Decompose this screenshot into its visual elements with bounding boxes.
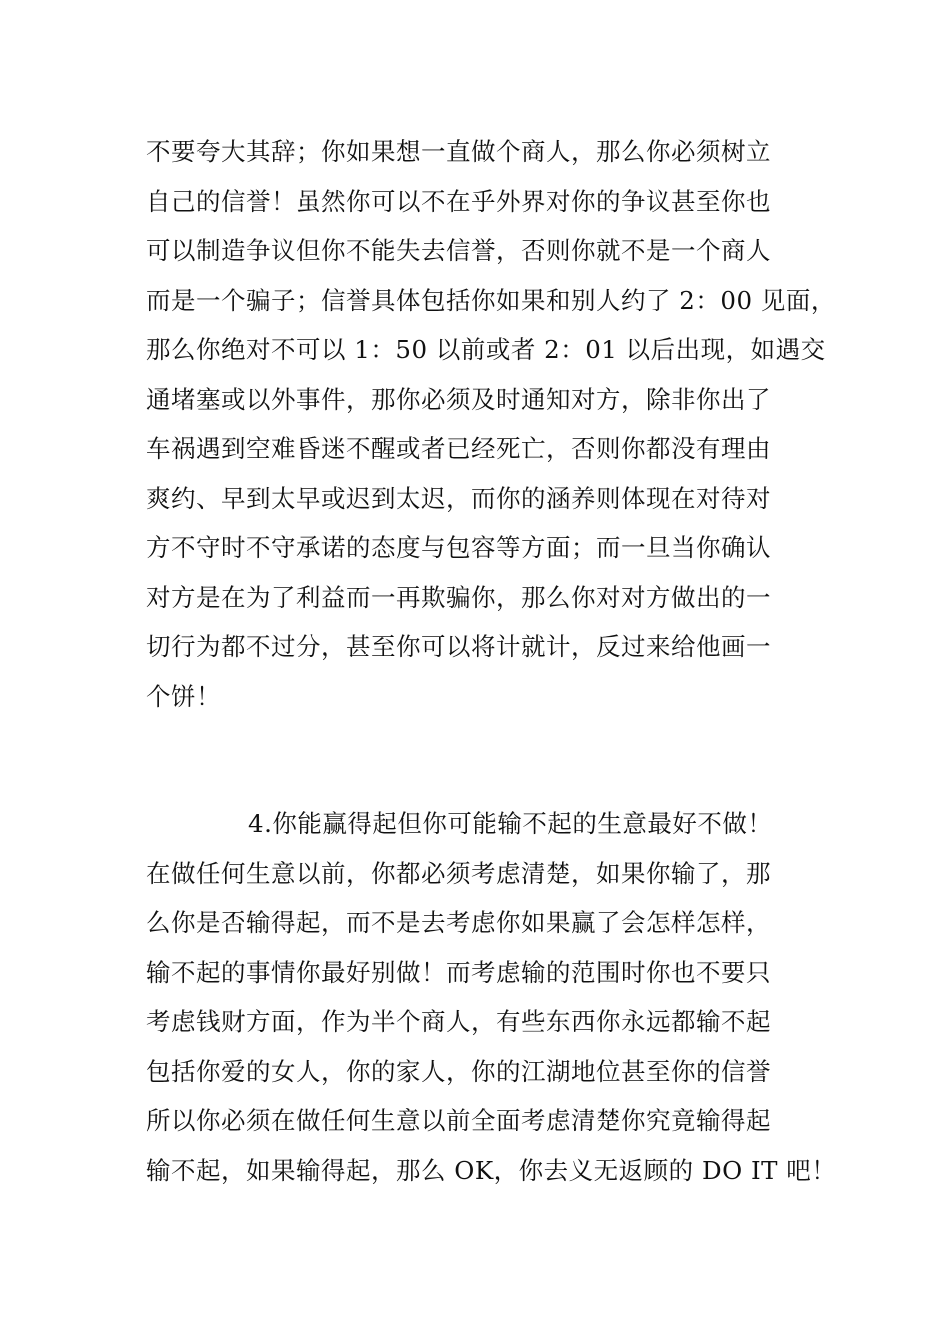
text-line: 那么你绝对不可以 1：50 以前或者 2：01 以后出现，如遇交 [146,335,826,364]
paragraph-reputation [146,127,836,721]
text-line: 在做任何生意以前，你都必须考虑清楚，如果你输了，那 [146,858,771,888]
text-line: 不要夸大其辞；你如果想一直做个商人，那么你必须树立 [146,137,771,166]
text-line: 个饼！ [146,681,221,711]
text-line: 么你是否输得起，而不是去考虑你如果赢了会怎样怎样， [146,908,771,937]
text-line: 可以制造争议但你不能失去信誉，否则你就不是一个商人 [146,236,771,265]
text-line: 方不守时不守承诺的态度与包容等方面；而一旦当你确认 [146,533,771,562]
text-line: 爽约、早到太早或迟到太迟，而你的涵养则体现在对待对 [146,483,771,513]
section-heading: 4.你能赢得起但你可能输不起的生意最好不做！ [248,809,773,838]
section-4 [146,799,836,1195]
text-line: 车祸遇到空难昏迷不醒或者已经死亡，否则你都没有理由 [146,434,771,463]
text-line: 考虑钱财方面，作为半个商人，有些东西你永远都输不起 [146,1007,771,1036]
text-line: 包括你爱的女人，你的家人，你的江湖地位甚至你的信誉 [146,1056,771,1086]
text-line: 切行为都不过分，甚至你可以将计就计，反过来给他画一 [146,632,771,661]
text-line: 输不起的事情你最好别做！而考虑输的范围时你也不要只 [146,957,771,987]
text-line: 所以你必须在做任何生意以前全面考虑清楚你究竟输得起 [146,1106,771,1135]
text-line: 对方是在为了利益而一再欺骗你，那么你对对方做出的一 [146,582,771,612]
text-line: 自己的信誉！虽然你可以不在乎外界对你的争议甚至你也 [146,186,771,216]
text-line: 而是一个骗子；信誉具体包括你如果和别人约了 2：00 见面， [146,285,836,315]
text-line: 输不起，如果输得起，那么 OK，你去义无返顾的 DO IT 吧！ [146,1155,837,1185]
text-line: 通堵塞或以外事件，那你必须及时通知对方，除非你出了 [146,384,771,414]
